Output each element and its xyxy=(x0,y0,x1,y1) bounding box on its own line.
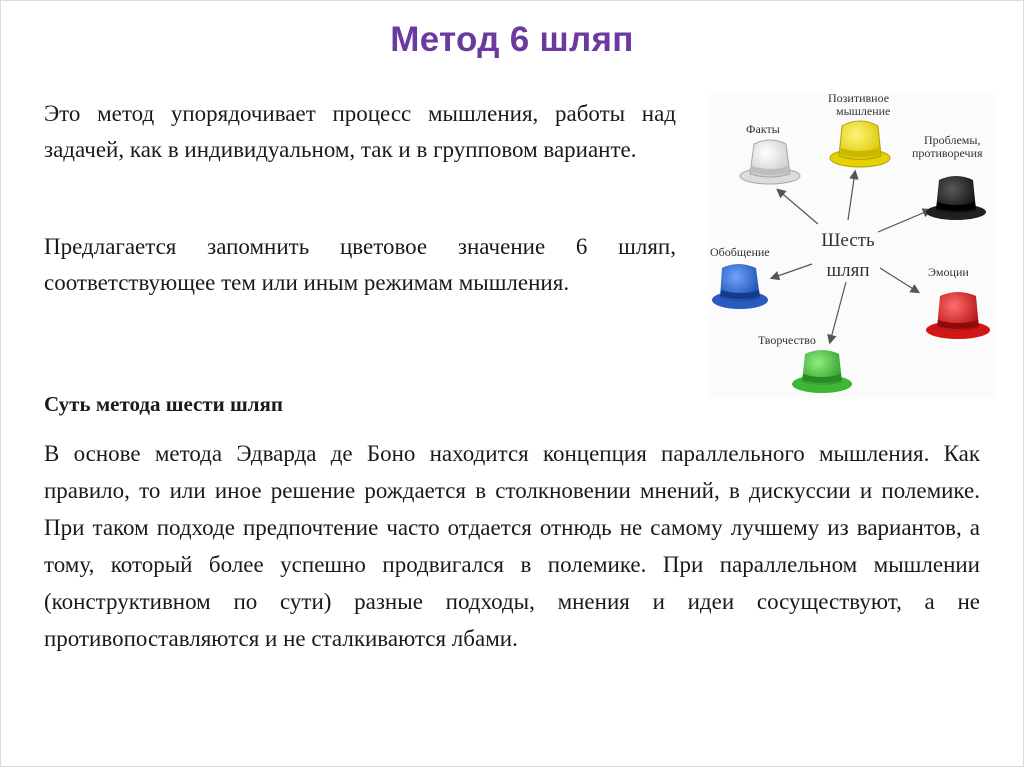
label-problems-2: противоречия xyxy=(912,146,983,160)
label-positive-1: Позитивное xyxy=(828,91,890,105)
label-facts: Факты xyxy=(746,122,780,136)
arrow-to-problems xyxy=(878,210,930,232)
intro-paragraph-2: Предлагается запомнить цветовое значение 6 шляп, соответствующее тем или иным режимам мышления. xyxy=(44,234,676,295)
green-hat-icon xyxy=(792,350,852,393)
yellow-hat-icon xyxy=(830,121,890,167)
label-creativity: Творчество xyxy=(758,333,816,347)
page-title: Метод 6 шляп xyxy=(390,20,634,59)
six-hats-diagram xyxy=(708,92,996,398)
label-emotions: Эмоции xyxy=(928,265,969,279)
essence-heading: Суть метода шести шляп xyxy=(44,392,284,416)
arrow-to-creativity xyxy=(830,282,846,342)
intro-paragraph-1: Это метод упорядочивает процесс мышления, работы над задачей, как в индивидуальном, так и в групповом варианте. xyxy=(44,101,676,162)
blue-hat-icon xyxy=(712,264,768,309)
arrow-to-positive xyxy=(848,172,855,220)
label-generalization: Обобщение xyxy=(710,245,770,259)
essence-paragraph: В основе метода Эдварда де Боно находится концепция параллельного мышления. Как правило, то или иное решение рождается в столкновении мнений, в дискуссии и полемике. При таком подходе предпочтение часто отдается отнюдь не самому лучшему из вариантов, а тому, который более успешно продвигался в полемике. При параллельном мышлении (конструктивном по сути) разные подходы, мнения и идеи сосуществуют, а не противопоставляются и не сталкиваются лбами. xyxy=(44,441,980,651)
white-hat-icon xyxy=(740,140,800,184)
red-hat-icon xyxy=(926,292,990,339)
label-problems-1: Проблемы, xyxy=(924,133,981,147)
diagram-center-word-2: шляп xyxy=(826,260,870,281)
arrow-to-facts xyxy=(778,190,818,224)
diagram-center-word-1: Шесть xyxy=(821,230,875,251)
black-hat-icon xyxy=(926,176,986,220)
label-positive-2: мышление xyxy=(836,104,891,118)
